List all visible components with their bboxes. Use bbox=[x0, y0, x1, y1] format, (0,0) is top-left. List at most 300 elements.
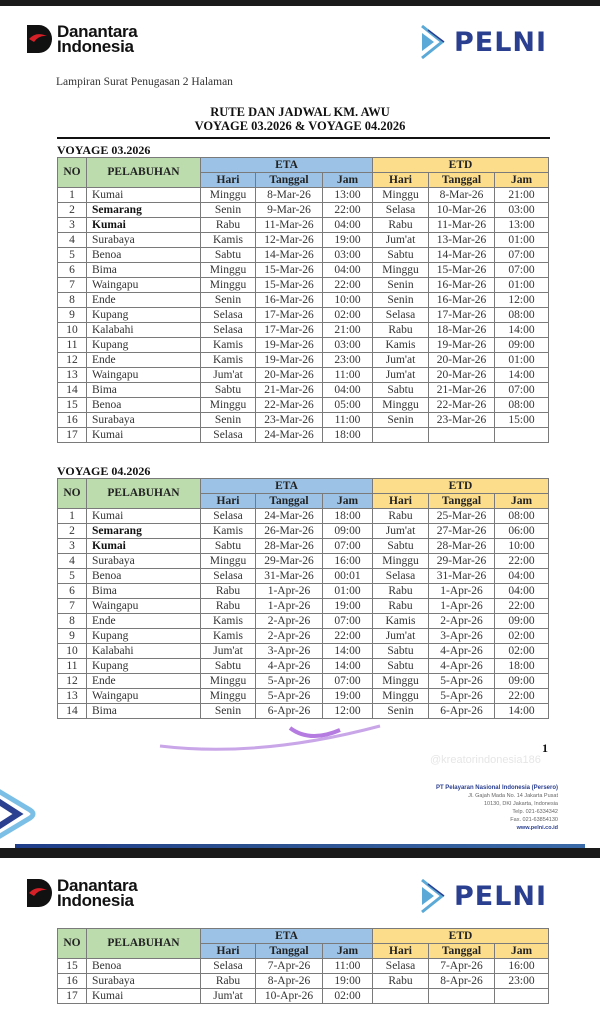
col-header-etd-hari: Hari bbox=[373, 173, 429, 188]
table-row bbox=[58, 398, 549, 413]
col-group-eta: ETA bbox=[201, 158, 373, 173]
cell-eta-day: Jum'at bbox=[201, 644, 256, 659]
table-row bbox=[58, 188, 549, 203]
cell-etd-day: Rabu bbox=[373, 584, 429, 599]
cell-eta-time: 02:00 bbox=[323, 989, 373, 1004]
cell-eta-day: Jum'at bbox=[201, 989, 256, 1004]
cell-no: 16 bbox=[58, 974, 87, 989]
cell-eta-day: Minggu bbox=[201, 689, 256, 704]
table-row bbox=[58, 584, 549, 599]
cell-eta-day: Minggu bbox=[201, 263, 256, 278]
col-header-pelabuhan: PELABUHAN bbox=[87, 158, 201, 188]
header-row-top bbox=[58, 929, 549, 944]
col-header-etd-hari: Hari bbox=[373, 494, 429, 509]
cell-eta-time: 16:00 bbox=[323, 554, 373, 569]
cell-eta-time: 22:00 bbox=[323, 629, 373, 644]
cell-no: 4 bbox=[58, 233, 87, 248]
table-row bbox=[58, 689, 549, 704]
cell-etd-date: 31-Mar-26 bbox=[429, 569, 495, 584]
cell-etd-date: 20-Mar-26 bbox=[429, 368, 495, 383]
col-group-eta: ETA bbox=[201, 479, 373, 494]
cell-port: Waingapu bbox=[87, 278, 201, 293]
cell-eta-date: 17-Mar-26 bbox=[256, 308, 323, 323]
cell-eta-day: Selasa bbox=[201, 308, 256, 323]
document-page-1 bbox=[0, 6, 600, 848]
cell-etd-date: 21-Mar-26 bbox=[429, 383, 495, 398]
footer-band bbox=[15, 844, 585, 848]
cell-eta-time: 19:00 bbox=[323, 599, 373, 614]
cell-etd-day: Sabtu bbox=[373, 248, 429, 263]
pelni-wordmark: PELNI bbox=[454, 26, 548, 58]
cell-etd-time: 09:00 bbox=[495, 614, 549, 629]
cell-etd-date: 14-Mar-26 bbox=[429, 248, 495, 263]
cell-etd-time: 07:00 bbox=[495, 383, 549, 398]
table-row bbox=[58, 569, 549, 584]
cell-etd-time: 04:00 bbox=[495, 569, 549, 584]
cell-etd-date: 5-Apr-26 bbox=[429, 674, 495, 689]
table-row bbox=[58, 959, 549, 974]
pelni-chevron-icon bbox=[420, 24, 448, 60]
cell-etd-date: 28-Mar-26 bbox=[429, 539, 495, 554]
cell-port: Waingapu bbox=[87, 689, 201, 704]
cell-no: 14 bbox=[58, 383, 87, 398]
cell-port: Bima bbox=[87, 383, 201, 398]
cell-eta-day: Selasa bbox=[201, 323, 256, 338]
cell-eta-day: Rabu bbox=[201, 584, 256, 599]
col-group-etd: ETD bbox=[373, 479, 549, 494]
table-row bbox=[58, 338, 549, 353]
cell-eta-time: 14:00 bbox=[323, 659, 373, 674]
cell-eta-date: 2-Apr-26 bbox=[256, 614, 323, 629]
cell-etd-date: 16-Mar-26 bbox=[429, 293, 495, 308]
cell-no: 1 bbox=[58, 509, 87, 524]
header-row-top bbox=[58, 479, 549, 494]
col-header-eta-jam: Jam bbox=[323, 173, 373, 188]
cell-etd-time: 09:00 bbox=[495, 338, 549, 353]
cell-no: 11 bbox=[58, 659, 87, 674]
cell-etd-time: 18:00 bbox=[495, 659, 549, 674]
cell-etd-date: 11-Mar-26 bbox=[429, 218, 495, 233]
col-header-eta-jam: Jam bbox=[323, 494, 373, 509]
cell-eta-time: 02:00 bbox=[323, 308, 373, 323]
cell-eta-time: 01:00 bbox=[323, 584, 373, 599]
cell-etd-time: 15:00 bbox=[495, 413, 549, 428]
cell-etd-day bbox=[373, 428, 429, 443]
cell-etd-date: 19-Mar-26 bbox=[429, 338, 495, 353]
cell-etd-time: 22:00 bbox=[495, 599, 549, 614]
cell-etd-day: Minggu bbox=[373, 674, 429, 689]
cell-no: 5 bbox=[58, 569, 87, 584]
table-row bbox=[58, 413, 549, 428]
title-divider bbox=[57, 137, 550, 139]
cell-etd-date: 6-Apr-26 bbox=[429, 704, 495, 719]
cell-etd-time: 01:00 bbox=[495, 278, 549, 293]
col-group-etd: ETD bbox=[373, 158, 549, 173]
cell-etd-time: 09:00 bbox=[495, 674, 549, 689]
cell-no: 13 bbox=[58, 689, 87, 704]
cell-no: 17 bbox=[58, 989, 87, 1004]
cell-etd-date: 27-Mar-26 bbox=[429, 524, 495, 539]
danantara-mark-icon bbox=[27, 25, 53, 53]
cell-etd-date bbox=[429, 428, 495, 443]
cell-eta-date: 15-Mar-26 bbox=[256, 278, 323, 293]
col-header-etd-tanggal: Tanggal bbox=[429, 944, 495, 959]
cell-etd-date: 13-Mar-26 bbox=[429, 233, 495, 248]
cell-eta-time: 12:00 bbox=[323, 704, 373, 719]
cell-etd-day: Minggu bbox=[373, 263, 429, 278]
cell-no: 16 bbox=[58, 413, 87, 428]
cell-eta-date: 28-Mar-26 bbox=[256, 539, 323, 554]
cell-eta-time: 00:01 bbox=[323, 569, 373, 584]
cell-eta-time: 03:00 bbox=[323, 248, 373, 263]
pelni-chevron-icon bbox=[420, 878, 448, 914]
cell-etd-day: Rabu bbox=[373, 323, 429, 338]
cell-port: Surabaya bbox=[87, 413, 201, 428]
cell-eta-date: 6-Apr-26 bbox=[256, 704, 323, 719]
cell-no: 9 bbox=[58, 308, 87, 323]
cell-port: Surabaya bbox=[87, 974, 201, 989]
col-header-eta-tanggal: Tanggal bbox=[256, 494, 323, 509]
cell-etd-day: Jum'at bbox=[373, 629, 429, 644]
cell-eta-day: Minggu bbox=[201, 674, 256, 689]
cell-eta-date: 4-Apr-26 bbox=[256, 659, 323, 674]
cell-no: 3 bbox=[58, 539, 87, 554]
cell-eta-time: 04:00 bbox=[323, 383, 373, 398]
cell-eta-day: Sabtu bbox=[201, 539, 256, 554]
cell-etd-date: 20-Mar-26 bbox=[429, 353, 495, 368]
document-title: RUTE DAN JADWAL KM. AWU bbox=[210, 105, 390, 119]
cell-eta-day: Minggu bbox=[201, 554, 256, 569]
cell-eta-time: 21:00 bbox=[323, 323, 373, 338]
voyage-03-table bbox=[57, 157, 549, 443]
cell-eta-time: 03:00 bbox=[323, 338, 373, 353]
cell-port: Benoa bbox=[87, 959, 201, 974]
cell-etd-time bbox=[495, 989, 549, 1004]
cell-eta-day: Kamis bbox=[201, 353, 256, 368]
cell-no: 15 bbox=[58, 959, 87, 974]
cell-etd-date: 29-Mar-26 bbox=[429, 554, 495, 569]
cell-no: 10 bbox=[58, 644, 87, 659]
cell-port: Kupang bbox=[87, 629, 201, 644]
cell-port: Ende bbox=[87, 614, 201, 629]
table-row bbox=[58, 368, 549, 383]
cell-etd-date: 15-Mar-26 bbox=[429, 263, 495, 278]
cell-etd-day: Selasa bbox=[373, 203, 429, 218]
cell-eta-time: 04:00 bbox=[323, 263, 373, 278]
footer-company: PT Pelayaran Nasional Indonesia (Persero) bbox=[435, 785, 558, 791]
cell-eta-date: 9-Mar-26 bbox=[256, 203, 323, 218]
cell-eta-date: 10-Apr-26 bbox=[256, 989, 323, 1004]
col-header-etd-jam: Jam bbox=[495, 173, 549, 188]
table-row bbox=[58, 974, 549, 989]
cell-no: 12 bbox=[58, 353, 87, 368]
col-header-eta-tanggal: Tanggal bbox=[256, 944, 323, 959]
cell-port: Benoa bbox=[87, 248, 201, 263]
cell-eta-time: 11:00 bbox=[323, 368, 373, 383]
cell-etd-time: 02:00 bbox=[495, 644, 549, 659]
cell-port: Kumai bbox=[87, 218, 201, 233]
cell-etd-day: Jum'at bbox=[373, 353, 429, 368]
col-header-eta-hari: Hari bbox=[201, 944, 256, 959]
watermark: @kreatorindonesia186 bbox=[430, 754, 541, 766]
cell-etd-time: 01:00 bbox=[495, 233, 549, 248]
cell-eta-day: Jum'at bbox=[201, 368, 256, 383]
cell-no: 4 bbox=[58, 554, 87, 569]
cell-port: Surabaya bbox=[87, 233, 201, 248]
cell-port: Kumai bbox=[87, 509, 201, 524]
cell-eta-date: 17-Mar-26 bbox=[256, 323, 323, 338]
cell-etd-time: 04:00 bbox=[495, 584, 549, 599]
table-row bbox=[58, 293, 549, 308]
cell-eta-day: Selasa bbox=[201, 509, 256, 524]
cell-etd-day: Senin bbox=[373, 278, 429, 293]
cell-etd-time bbox=[495, 428, 549, 443]
cell-eta-date: 26-Mar-26 bbox=[256, 524, 323, 539]
table-row bbox=[58, 218, 549, 233]
footer-fax: Fax. 021-63854130 bbox=[510, 817, 558, 823]
cell-etd-time: 07:00 bbox=[495, 263, 549, 278]
col-header-no: NO bbox=[58, 929, 87, 959]
cell-etd-time: 14:00 bbox=[495, 368, 549, 383]
cell-etd-day: Rabu bbox=[373, 974, 429, 989]
cell-etd-day: Rabu bbox=[373, 218, 429, 233]
cell-no: 8 bbox=[58, 293, 87, 308]
cell-eta-day: Kamis bbox=[201, 614, 256, 629]
table-row bbox=[58, 233, 549, 248]
table-row bbox=[58, 674, 549, 689]
footer-chevron-icon bbox=[0, 778, 50, 848]
cell-etd-day: Sabtu bbox=[373, 659, 429, 674]
cell-no: 17 bbox=[58, 428, 87, 443]
cell-etd-time: 06:00 bbox=[495, 524, 549, 539]
cell-eta-date: 14-Mar-26 bbox=[256, 248, 323, 263]
cell-eta-time: 23:00 bbox=[323, 353, 373, 368]
cell-etd-day: Rabu bbox=[373, 599, 429, 614]
cell-etd-time: 22:00 bbox=[495, 554, 549, 569]
cell-etd-day: Senin bbox=[373, 413, 429, 428]
cell-port: Benoa bbox=[87, 398, 201, 413]
cell-port: Kupang bbox=[87, 659, 201, 674]
voyage-03-label: VOYAGE 03.2026 bbox=[57, 143, 151, 157]
pelni-wordmark: PELNI bbox=[454, 880, 548, 912]
cell-etd-time: 08:00 bbox=[495, 398, 549, 413]
table-row bbox=[58, 203, 549, 218]
cell-eta-day: Minggu bbox=[201, 278, 256, 293]
cell-no: 14 bbox=[58, 704, 87, 719]
danantara-line2: Indonesia bbox=[57, 37, 134, 56]
cell-etd-day: Minggu bbox=[373, 398, 429, 413]
cell-port: Kalabahi bbox=[87, 323, 201, 338]
cell-eta-date: 2-Apr-26 bbox=[256, 629, 323, 644]
table-row bbox=[58, 353, 549, 368]
cell-eta-time: 14:00 bbox=[323, 644, 373, 659]
danantara-mark-icon bbox=[27, 879, 53, 907]
cell-port: Ende bbox=[87, 674, 201, 689]
cell-etd-date: 7-Apr-26 bbox=[429, 959, 495, 974]
cell-no: 6 bbox=[58, 584, 87, 599]
cell-etd-date: 16-Mar-26 bbox=[429, 278, 495, 293]
cell-no: 7 bbox=[58, 599, 87, 614]
cell-etd-time: 16:00 bbox=[495, 959, 549, 974]
cell-no: 11 bbox=[58, 338, 87, 353]
cell-etd-date: 25-Mar-26 bbox=[429, 509, 495, 524]
table-row bbox=[58, 248, 549, 263]
cell-eta-date: 7-Apr-26 bbox=[256, 959, 323, 974]
cell-no: 10 bbox=[58, 323, 87, 338]
cell-eta-time: 04:00 bbox=[323, 218, 373, 233]
cell-etd-time: 14:00 bbox=[495, 323, 549, 338]
cell-etd-day: Sabtu bbox=[373, 644, 429, 659]
cell-eta-time: 11:00 bbox=[323, 959, 373, 974]
cell-etd-day: Kamis bbox=[373, 614, 429, 629]
cell-etd-date: 8-Mar-26 bbox=[429, 188, 495, 203]
col-group-eta: ETA bbox=[201, 929, 373, 944]
table-row bbox=[58, 599, 549, 614]
cell-no: 13 bbox=[58, 368, 87, 383]
col-header-eta-jam: Jam bbox=[323, 944, 373, 959]
cell-etd-time: 08:00 bbox=[495, 509, 549, 524]
table-row bbox=[58, 509, 549, 524]
cell-eta-date: 24-Mar-26 bbox=[256, 509, 323, 524]
cell-port: Kumai bbox=[87, 188, 201, 203]
footer-address-line2: 10130, DKI Jakarta, Indonesia bbox=[484, 801, 558, 807]
cell-eta-day: Kamis bbox=[201, 233, 256, 248]
table-row bbox=[58, 383, 549, 398]
cell-eta-time: 19:00 bbox=[323, 974, 373, 989]
cell-no: 3 bbox=[58, 218, 87, 233]
cell-etd-day: Senin bbox=[373, 293, 429, 308]
danantara-line1: Danantara bbox=[57, 22, 138, 41]
cell-eta-date: 22-Mar-26 bbox=[256, 398, 323, 413]
cell-etd-date: 22-Mar-26 bbox=[429, 398, 495, 413]
cell-etd-day: Minggu bbox=[373, 554, 429, 569]
cell-eta-day: Minggu bbox=[201, 188, 256, 203]
cell-no: 5 bbox=[58, 248, 87, 263]
footer-address-line1: Jl. Gajah Mada No. 14 Jakarta Pusat bbox=[468, 793, 558, 799]
cell-etd-date: 4-Apr-26 bbox=[429, 659, 495, 674]
cell-etd-day: Senin bbox=[373, 704, 429, 719]
cell-no: 7 bbox=[58, 278, 87, 293]
cell-port: Ende bbox=[87, 293, 201, 308]
cell-eta-time: 09:00 bbox=[323, 524, 373, 539]
cell-etd-day: Selasa bbox=[373, 308, 429, 323]
cell-eta-day: Selasa bbox=[201, 428, 256, 443]
cell-eta-date: 20-Mar-26 bbox=[256, 368, 323, 383]
cell-no: 6 bbox=[58, 263, 87, 278]
cell-eta-day: Kamis bbox=[201, 524, 256, 539]
cell-no: 1 bbox=[58, 188, 87, 203]
cell-eta-date: 5-Apr-26 bbox=[256, 674, 323, 689]
cell-port: Kupang bbox=[87, 338, 201, 353]
document-page-2 bbox=[0, 858, 600, 1027]
cell-etd-date bbox=[429, 989, 495, 1004]
cell-eta-day: Kamis bbox=[201, 338, 256, 353]
table-row bbox=[58, 989, 549, 1004]
cell-eta-day: Rabu bbox=[201, 218, 256, 233]
cell-eta-date: 3-Apr-26 bbox=[256, 644, 323, 659]
cell-port: Kupang bbox=[87, 308, 201, 323]
cell-eta-date: 21-Mar-26 bbox=[256, 383, 323, 398]
cell-eta-day: Senin bbox=[201, 203, 256, 218]
cell-etd-day: Selasa bbox=[373, 569, 429, 584]
cell-etd-date: 4-Apr-26 bbox=[429, 644, 495, 659]
col-header-no: NO bbox=[58, 158, 87, 188]
col-header-etd-tanggal: Tanggal bbox=[429, 173, 495, 188]
cell-etd-day: Sabtu bbox=[373, 383, 429, 398]
table-row bbox=[58, 524, 549, 539]
voyage-04-label: VOYAGE 04.2026 bbox=[57, 464, 151, 478]
table-row bbox=[58, 629, 549, 644]
cell-eta-day: Sabtu bbox=[201, 248, 256, 263]
col-header-pelabuhan: PELABUHAN bbox=[87, 479, 201, 509]
cell-eta-date: 15-Mar-26 bbox=[256, 263, 323, 278]
cell-port: Semarang bbox=[87, 524, 201, 539]
cell-etd-day: Minggu bbox=[373, 188, 429, 203]
voyage-04-table-continued bbox=[57, 928, 549, 1004]
table-row bbox=[58, 323, 549, 338]
table-row bbox=[58, 554, 549, 569]
lampiran-note: Lampiran Surat Penugasan 2 Halaman bbox=[56, 76, 233, 88]
cell-port: Benoa bbox=[87, 569, 201, 584]
table-row bbox=[58, 659, 549, 674]
danantara-logo bbox=[27, 24, 137, 54]
cell-etd-time: 08:00 bbox=[495, 308, 549, 323]
page-number: 1 bbox=[542, 741, 548, 755]
cell-etd-day bbox=[373, 989, 429, 1004]
cell-etd-time: 07:00 bbox=[495, 248, 549, 263]
cell-eta-time: 18:00 bbox=[323, 428, 373, 443]
table-row bbox=[58, 644, 549, 659]
cell-eta-date: 29-Mar-26 bbox=[256, 554, 323, 569]
cell-etd-date: 2-Apr-26 bbox=[429, 614, 495, 629]
cell-no: 15 bbox=[58, 398, 87, 413]
cell-etd-day: Jum'at bbox=[373, 233, 429, 248]
cell-port: Kumai bbox=[87, 428, 201, 443]
cell-eta-date: 1-Apr-26 bbox=[256, 599, 323, 614]
col-header-eta-hari: Hari bbox=[201, 494, 256, 509]
footer-website-link[interactable]: www.pelni.co.id bbox=[516, 825, 558, 831]
footer-address bbox=[436, 784, 558, 832]
cell-etd-time: 02:00 bbox=[495, 629, 549, 644]
cell-etd-date: 17-Mar-26 bbox=[429, 308, 495, 323]
col-header-etd-tanggal: Tanggal bbox=[429, 494, 495, 509]
cell-port: Bima bbox=[87, 263, 201, 278]
table-row bbox=[58, 428, 549, 443]
cell-etd-day: Minggu bbox=[373, 689, 429, 704]
cell-etd-time: 14:00 bbox=[495, 704, 549, 719]
cell-eta-time: 18:00 bbox=[323, 509, 373, 524]
pelni-logo bbox=[420, 24, 547, 60]
table-row bbox=[58, 539, 549, 554]
voyage-04-table bbox=[57, 478, 549, 719]
cell-eta-date: 24-Mar-26 bbox=[256, 428, 323, 443]
cell-eta-date: 5-Apr-26 bbox=[256, 689, 323, 704]
cell-eta-date: 1-Apr-26 bbox=[256, 584, 323, 599]
cell-eta-date: 31-Mar-26 bbox=[256, 569, 323, 584]
cell-no: 9 bbox=[58, 629, 87, 644]
cell-eta-date: 11-Mar-26 bbox=[256, 218, 323, 233]
cell-eta-time: 13:00 bbox=[323, 188, 373, 203]
cell-eta-date: 16-Mar-26 bbox=[256, 293, 323, 308]
cell-eta-time: 19:00 bbox=[323, 689, 373, 704]
cell-eta-day: Sabtu bbox=[201, 659, 256, 674]
stamp-mark-icon bbox=[140, 718, 420, 758]
cell-port: Waingapu bbox=[87, 599, 201, 614]
pelni-logo-page2 bbox=[420, 878, 547, 914]
cell-etd-date: 10-Mar-26 bbox=[429, 203, 495, 218]
cell-eta-time: 05:00 bbox=[323, 398, 373, 413]
cell-eta-day: Kamis bbox=[201, 629, 256, 644]
